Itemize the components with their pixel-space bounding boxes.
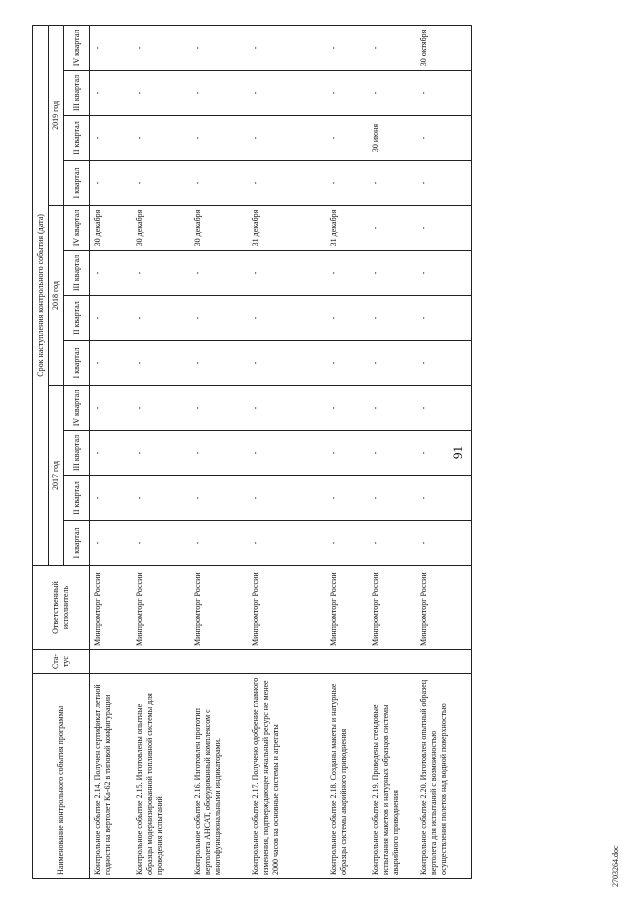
event-responsible: Минпромторг России [368, 566, 416, 650]
event-responsible: Минпромторг России [190, 566, 248, 650]
header-quarter: III квартал [64, 431, 90, 476]
event-status [132, 650, 190, 674]
event-name: Контрольное событие 2.17. Получено одобрение главного изменения, подтверждающее начальный ресурс не менее 2000 часов на основные системы и агрегаты [248, 674, 326, 879]
quarter-cell-empty: - [190, 476, 248, 521]
quarter-cell-empty: - [368, 431, 416, 476]
event-name: Контрольное событие 2.18. Созданы макеты и натурные образцы системы аварийного приводнения [326, 674, 368, 879]
header-quarter: III квартал [64, 251, 90, 296]
quarter-cell-empty: - [132, 25, 190, 70]
quarter-cell-empty: - [190, 341, 248, 386]
quarter-cell-empty: - [190, 25, 248, 70]
event-name: Контрольное событие 2.20. Изготовлен опытный образец вертолета для испытаний с возможностью осуществления полетов над водной поверхностью [416, 674, 472, 879]
quarter-cell-date: 30 декабря [90, 206, 132, 251]
quarter-cell-date: 30 декабря [132, 206, 190, 251]
event-status [90, 650, 132, 674]
quarter-cell-empty: - [90, 521, 132, 566]
quarter-cell-empty: - [416, 116, 472, 161]
event-status [416, 650, 472, 674]
quarter-cell-empty: - [90, 251, 132, 296]
quarter-cell-empty: - [190, 386, 248, 431]
quarter-cell-empty: - [416, 161, 472, 206]
quarter-cell-date: 30 июня [368, 116, 416, 161]
event-name: Контрольное событие 2.15. Изготовлены опытные образцы модернизированной топливной системы для проведения испытаний [132, 674, 190, 879]
quarter-cell-empty: - [132, 341, 190, 386]
event-name: Контрольное событие 2.16. Изготовлен прототип вертолета АНСАТ, оборудованный комплексом с многофункциональными индикаторами. [190, 674, 248, 879]
quarter-cell-empty: - [248, 476, 326, 521]
page-number: 91 [450, 446, 465, 459]
event-status [368, 650, 416, 674]
quarter-cell-empty: - [326, 71, 368, 116]
quarter-cell-empty: - [90, 25, 132, 70]
quarter-cell-empty: - [326, 161, 368, 206]
quarter-cell-empty: - [368, 296, 416, 341]
header-status: Ста-тус [33, 650, 90, 674]
quarter-cell-date: 30 декабря [190, 206, 248, 251]
quarter-cell-empty: - [90, 386, 132, 431]
quarter-cell-empty: - [132, 161, 190, 206]
header-deadline: Срок наступления контрольного события (дата) [33, 25, 49, 565]
quarter-cell-empty: - [248, 296, 326, 341]
quarter-cell-empty: - [190, 431, 248, 476]
quarter-cell-date: 31 декабря [248, 206, 326, 251]
quarter-cell-empty: - [90, 161, 132, 206]
quarter-cell-empty: - [326, 296, 368, 341]
quarter-cell-empty: - [368, 251, 416, 296]
header-quarter: III квартал [64, 71, 90, 116]
quarter-cell-empty: - [132, 521, 190, 566]
quarter-cell-empty: - [326, 476, 368, 521]
quarter-cell-empty: - [416, 206, 472, 251]
quarter-cell-empty: - [368, 476, 416, 521]
event-status [326, 650, 368, 674]
header-quarter: II квартал [64, 116, 90, 161]
quarter-cell-empty: - [90, 116, 132, 161]
quarter-cell-empty: - [368, 25, 416, 70]
header-quarter: II квартал [64, 476, 90, 521]
quarter-cell-empty: - [416, 71, 472, 116]
quarter-cell-empty: - [190, 296, 248, 341]
event-responsible: Минпромторг России [90, 566, 132, 650]
header-quarter: II квартал [64, 296, 90, 341]
header-name: Наименование контрольного события программы [33, 674, 90, 879]
quarter-cell-empty: - [190, 161, 248, 206]
quarter-cell-empty: - [326, 341, 368, 386]
quarter-cell-empty: - [416, 386, 472, 431]
quarter-cell-empty: - [132, 71, 190, 116]
quarter-cell-empty: - [368, 341, 416, 386]
quarter-cell-empty: - [248, 251, 326, 296]
quarter-cell-empty: - [132, 386, 190, 431]
table-row [368, 25, 416, 878]
header-quarter: I квартал [64, 341, 90, 386]
quarter-cell-empty: - [90, 296, 132, 341]
quarter-cell-empty: - [416, 431, 472, 476]
quarter-cell-empty: - [132, 116, 190, 161]
header-quarter: IV квартал [64, 386, 90, 431]
quarter-cell-empty: - [368, 161, 416, 206]
quarter-cell-empty: - [248, 116, 326, 161]
quarter-cell-empty: - [132, 296, 190, 341]
quarter-cell-empty: - [326, 431, 368, 476]
event-responsible: Минпромторг России [416, 566, 472, 650]
quarter-cell-empty: - [416, 341, 472, 386]
quarter-cell-date: 30 октября [416, 25, 472, 70]
table-row [248, 25, 326, 878]
table-row [132, 25, 190, 878]
quarter-cell-empty: - [190, 71, 248, 116]
header-quarter: IV квартал [64, 206, 90, 251]
quarter-cell-empty: - [248, 71, 326, 116]
quarter-cell-empty: - [190, 116, 248, 161]
event-status [248, 650, 326, 674]
quarter-cell-empty: - [326, 386, 368, 431]
quarter-cell-empty: - [326, 521, 368, 566]
event-name: Контрольное событие 2.19. Проведены стендовые испытания макетов и натурных образцов системы аварийного приводнения [368, 674, 416, 879]
table-row [326, 25, 368, 878]
header-quarter: I квартал [64, 161, 90, 206]
quarter-cell-empty: - [90, 476, 132, 521]
quarter-cell-empty: - [326, 116, 368, 161]
schedule-table [32, 25, 472, 879]
quarter-cell-empty: - [248, 25, 326, 70]
quarter-cell-empty: - [326, 25, 368, 70]
header-responsible: Ответственный исполнитель [33, 566, 90, 650]
event-name: Контрольное событие 2.14. Получен сертификат летной годности на вертолет Ка-62 в типовой конфигурации [90, 674, 132, 879]
event-status [190, 650, 248, 674]
quarter-cell-date: 31 декабря [326, 206, 368, 251]
schedule-rows [90, 25, 472, 878]
quarter-cell-empty: - [132, 251, 190, 296]
quarter-cell-empty: - [90, 341, 132, 386]
quarter-cell-empty: - [368, 521, 416, 566]
quarter-cell-empty: - [368, 71, 416, 116]
table-row [190, 25, 248, 878]
quarter-cell-empty: - [248, 386, 326, 431]
quarter-cell-empty: - [416, 296, 472, 341]
event-responsible: Минпромторг России [326, 566, 368, 650]
quarter-cell-empty: - [132, 476, 190, 521]
table-row [416, 25, 472, 878]
quarter-cell-empty: - [190, 521, 248, 566]
quarter-cell-empty: - [368, 206, 416, 251]
quarter-cell-empty: - [132, 431, 190, 476]
header-year-2019: 2019 год [49, 25, 64, 205]
quarter-cell-empty: - [416, 251, 472, 296]
quarter-cell-empty: - [416, 521, 472, 566]
quarter-cell-empty: - [90, 431, 132, 476]
quarter-cell-empty: - [368, 386, 416, 431]
quarter-cell-empty: - [326, 251, 368, 296]
footer-doc-id: 2703264.doc [611, 845, 620, 887]
quarter-cell-empty: - [248, 521, 326, 566]
table-row [90, 25, 132, 878]
quarter-cell-empty: - [190, 251, 248, 296]
quarter-cell-empty: - [248, 431, 326, 476]
quarter-cell-empty: - [416, 476, 472, 521]
event-responsible: Минпромторг России [132, 566, 190, 650]
header-year-2017: 2017 год [49, 386, 64, 566]
quarter-cell-empty: - [90, 71, 132, 116]
event-responsible: Минпромторг России [248, 566, 326, 650]
header-year-2018: 2018 год [49, 206, 64, 386]
quarter-cell-empty: - [248, 341, 326, 386]
quarter-cell-empty: - [248, 161, 326, 206]
header-quarter: IV квартал [64, 25, 90, 70]
header-quarter: I квартал [64, 521, 90, 566]
